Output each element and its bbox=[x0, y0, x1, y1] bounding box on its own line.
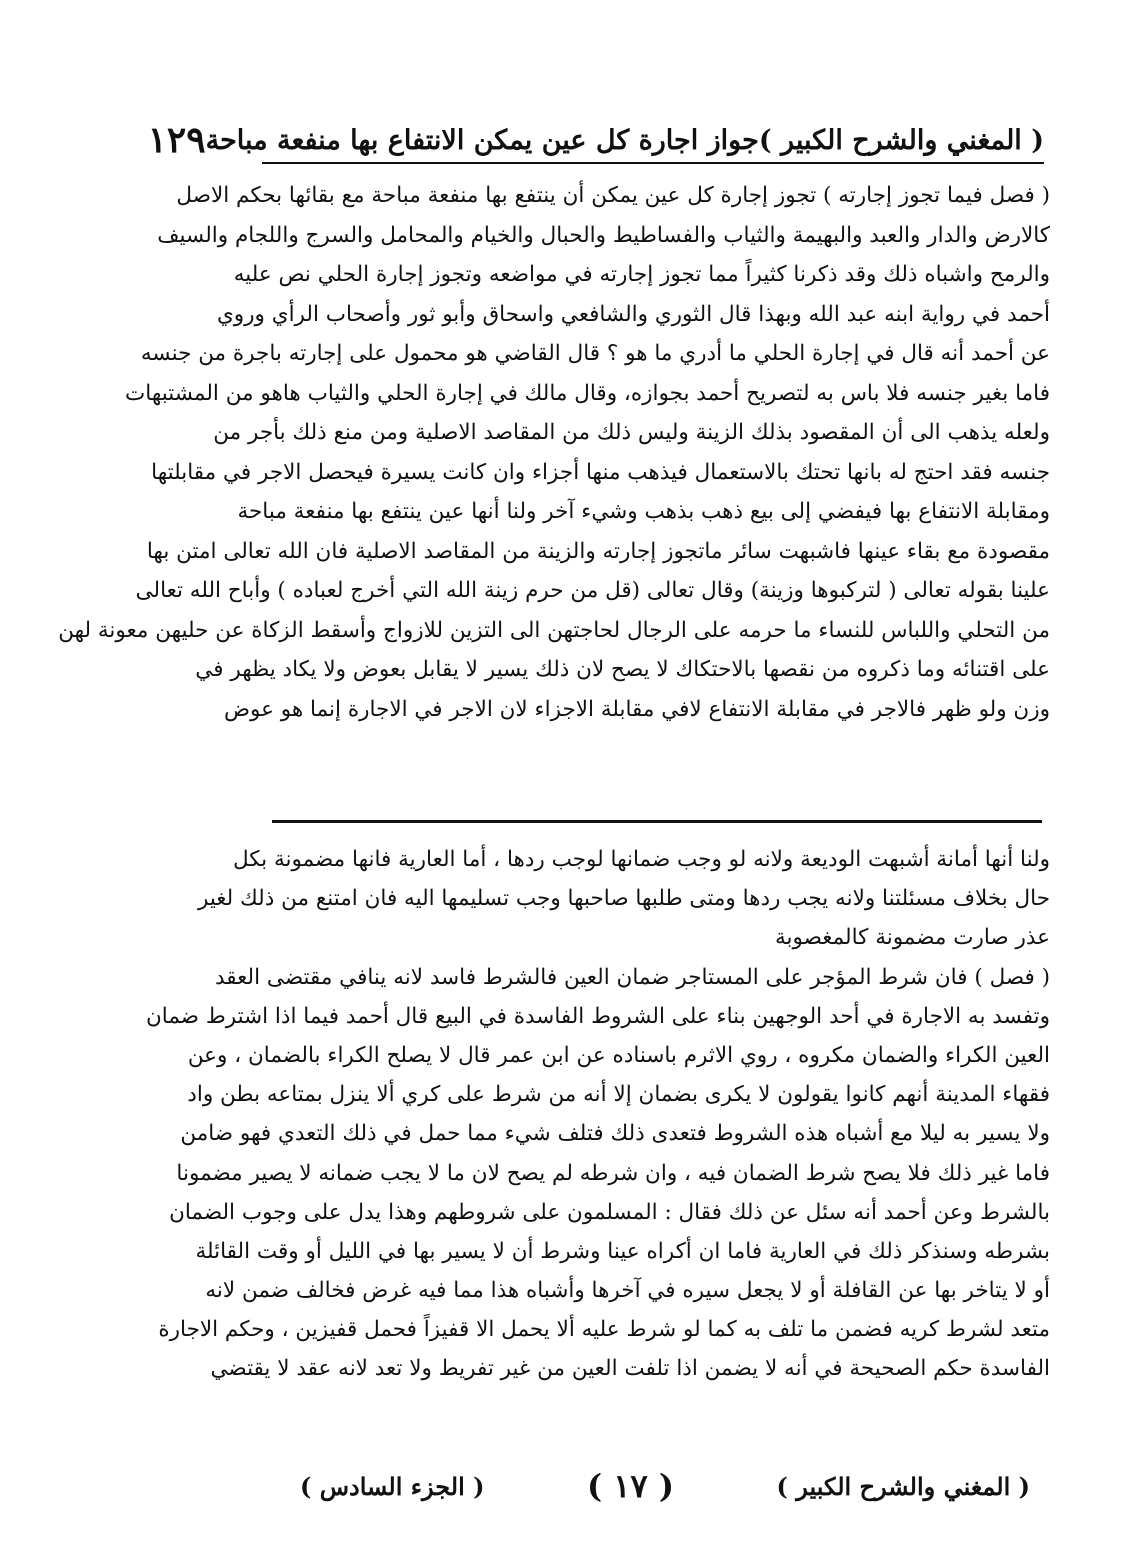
text-line: من التحلي واللباس للنساء ما حرمه على الرجال لحاجتهن الى التزين للازواج وأسقط الزكاة عن حليهن معونة لهن bbox=[58, 617, 1050, 643]
page-footer bbox=[300, 1466, 1030, 1506]
running-header bbox=[147, 118, 1044, 162]
text-line: فاما غير ذلك فلا يصح شرط الضمان فيه ، وان شرطه لم يصح لان ما لا يجب ضمانه لا يصير مضمونا bbox=[176, 1160, 1050, 1186]
text-line: عن أحمد أنه قال في إجارة الحلي ما أدري ما هو ؟ قال القاضي هو محمول على إجارته باجرة من جنسه bbox=[140, 341, 1050, 366]
page-number: ١٢٩ bbox=[147, 119, 206, 161]
header-rule bbox=[262, 162, 1044, 164]
text-line: ( فصل ) فان شرط المؤجر على المستاجر ضمان العين فالشرط فاسد لانه ينافي مقتضى العقد bbox=[215, 964, 1050, 990]
text-line: جنسه فقد احتج له بانها تحتك بالاستعمال فيذهب منها أجزاء وان كانت يسيرة فيحصل الاجر في مقابلتها bbox=[151, 459, 1050, 485]
footer-volume: ( الجزء السادس ) bbox=[300, 1471, 485, 1501]
text-line: حال بخلاف مسئلتنا ولانه يجب ردها ومتى طلبها صاحبها وجب تسليمها اليه فان امتنع من ذلك لغير bbox=[197, 886, 1050, 912]
header-topic: جواز اجارة كل عين يمكن الانتفاع بها منفعة مباحة bbox=[205, 124, 759, 156]
text-line: وزن ولو ظهر فالاجر في مقابلة الانتفاع لافي مقابلة الاجزاء لان الاجر في الاجارة إنما هو عوض bbox=[224, 696, 1050, 722]
text-line: والرمح واشباه ذلك وقد ذكرنا كثيراً مما تجوز إجارته في مواضعه وتجوز إجارة الحلي نص عليه bbox=[233, 262, 1050, 287]
footer-signature: ( ١٧ ) bbox=[587, 1467, 674, 1505]
text-line: ومقابلة الانتفاع بها فيفضي إلى بيع ذهب بذهب وشيء آخر ولنا أنها عين ينتفع بها منفعة مباحة bbox=[237, 499, 1050, 524]
text-line: ولا يسير به ليلا مع أشباه هذه الشروط فتعدى ذلك فتلف شيء مما حمل في ذلك التعدي فهو ضامن bbox=[180, 1121, 1050, 1147]
text-line: ولنا أنها أمانة أشبهت الوديعة ولانه لو وجب ضمانها لوجب ردها ، أما العارية فانها مضمونة بكل bbox=[233, 847, 1050, 872]
lower-text-block bbox=[146, 840, 1050, 1389]
text-line: عذر صارت مضمونة كالمغصوبة bbox=[774, 925, 1050, 951]
text-line: ولعله يذهب الى أن المقصود بذلك الزينة وليس ذلك من المقاصد الاصلية ومن منع ذلك بأجر من bbox=[213, 420, 1050, 445]
text-line: فقهاء المدينة أنهم كانوا يقولون لا يكرى بضمان إلا أنه من شرط على كري ألا ينزل بمتاعه بطن واد bbox=[187, 1082, 1050, 1108]
text-line: علينا بقوله تعالى ( لتركبوها وزينة) وقال تعالى (قل من حرم زينة الله التي أخرج لعباده ) وأباح الله تعالى bbox=[135, 578, 1050, 603]
footer-book-title: ( المغني والشرح الكبير ) bbox=[776, 1471, 1030, 1501]
upper-text-block bbox=[58, 176, 1050, 729]
text-line: أو لا يتاخر بها عن القافلة أو لا يجعل سيره في آخرها وأشباه هذا مما فيه غرض فخالف ضمن لانه bbox=[205, 1278, 1050, 1304]
section-separator bbox=[272, 820, 1042, 823]
text-line: العين الكراء والضمان مكروه ، روي الاثرم باسناده عن ابن عمر قال لا يصلح الكراء بالضمان ، وعن bbox=[187, 1042, 1050, 1068]
text-line: أحمد في رواية ابنه عبد الله وبهذا قال الثوري والشافعي واسحاق وأبو ثور وأصحاب الرأي وروي bbox=[216, 301, 1050, 327]
text-line: مقصودة مع بقاء عينها فاشبهت سائر ماتجوز إجارته والزينة من المقاصد الاصلية فان الله تعالى امتن بها bbox=[146, 538, 1050, 564]
text-line: متعد لشرط كريه فضمن ما تلف به كما لو شرط عليه ألا يحمل الا قفيزاً فحمل قفيزين ، وحكم الاجارة bbox=[158, 1317, 1050, 1343]
text-line: بشرطه وسنذكر ذلك في العارية فاما ان أكراه عينا وشرط أن لا يسير بها في الليل أو وقت القائلة bbox=[195, 1238, 1050, 1264]
text-line: على اقتنائه وما ذكروه من نقصها بالاحتكاك لا يصح لان ذلك يسير لا يقابل بعوض ولا يكاد يظهر في bbox=[195, 657, 1050, 682]
text-line: الفاسدة حكم الصحيحة في أنه لا يضمن اذا تلفت العين من غير تفريط ولا تعد لانه عقد لا يقتضي bbox=[210, 1356, 1050, 1382]
text-line: كالارض والدار والعبد والبهيمة والثياب والفساطيط والحبال والخيام والمحامل والسرج واللجام والسيف bbox=[157, 222, 1050, 248]
text-line: بالشرط وعن أحمد أنه سئل عن ذلك فقال : المسلمون على شروطهم وهذا يدل على وجوب الضمان bbox=[169, 1199, 1050, 1225]
header-book-title: ( المغني والشرح الكبير ) bbox=[758, 124, 1044, 156]
text-line: فاما بغير جنسه فلا باس به لتصريح أحمد بجوازه، وقال مالك في إجارة الحلي والثياب هاهو من المشتبهات bbox=[125, 380, 1050, 406]
text-line: وتفسد به الاجارة في أحد الوجهين بناء على الشروط الفاسدة في البيع قال أحمد فيما اذا اشترط ضمان bbox=[146, 1003, 1050, 1029]
text-line: ( فصل فيما تجوز إجارته ) تجوز إجارة كل عين يمكن أن ينتفع بها منفعة مباحة مع بقائها بحكم الاصل bbox=[176, 183, 1050, 208]
